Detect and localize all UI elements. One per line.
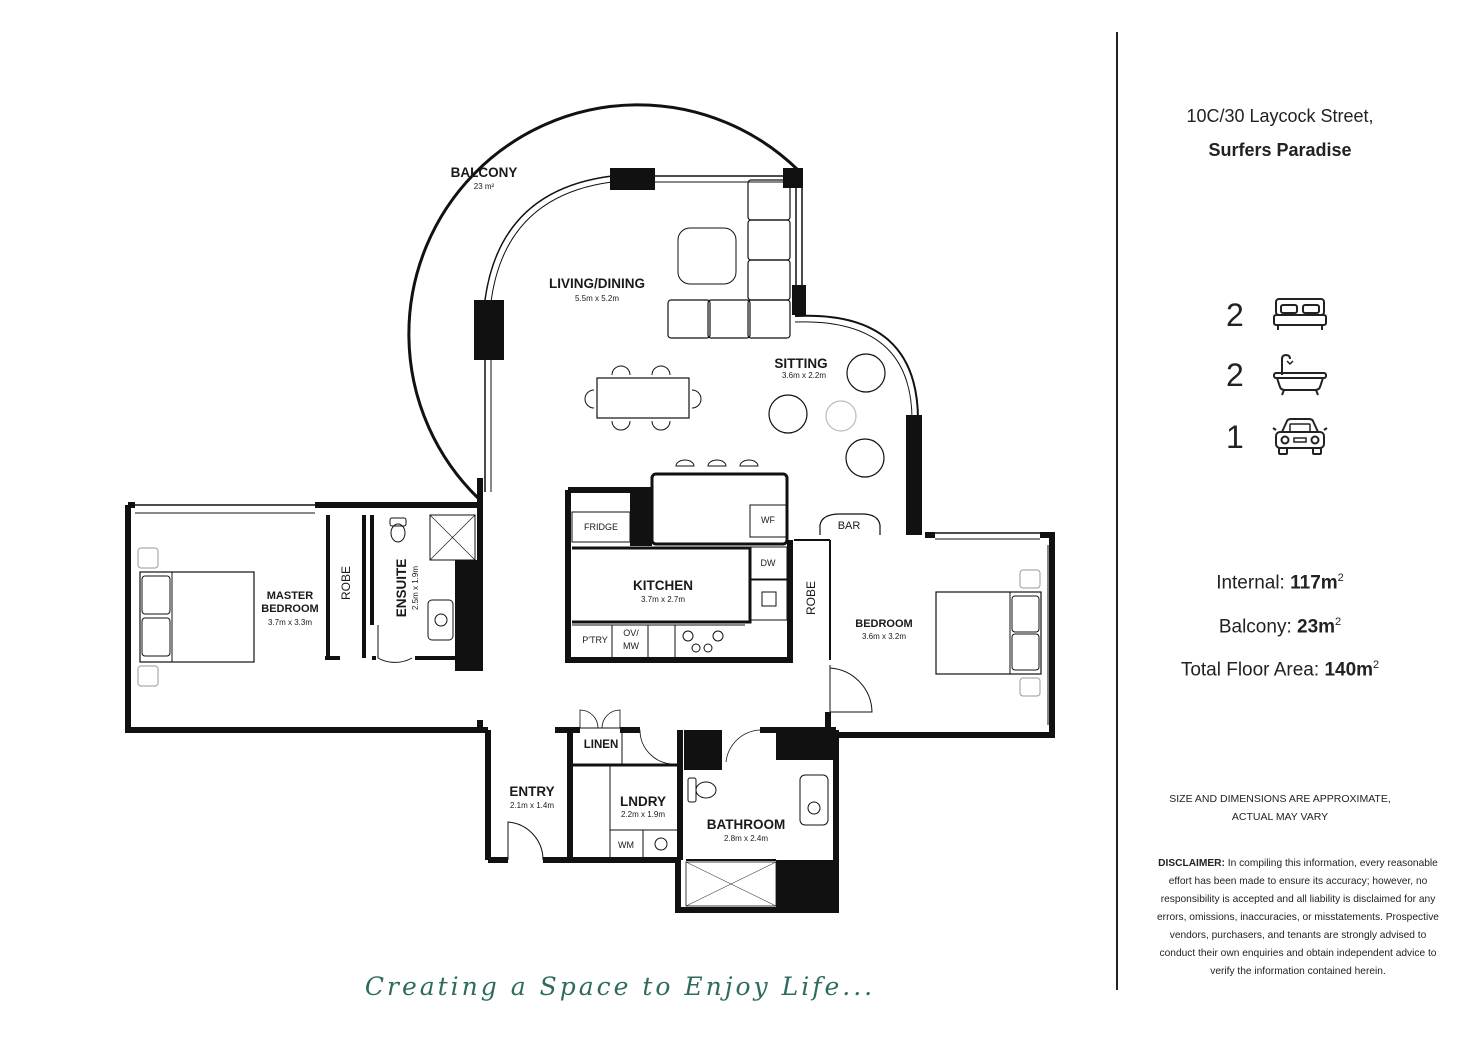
disclaimer-text: In compiling this information, every reasonable effort has been made to ensure its accuracy; however, no responsibility is accepted and all liability is disclaimed for any errors, omissions, inaccuracies, or misstatements. Prospective vendors, purchasers, and tenants are strongly advised to conduct their own enquiries and obtain independent advice to verify the information contained herein. xyxy=(1157,858,1439,977)
bedroom-count: 2 xyxy=(1226,296,1244,333)
room-dim-entry: 2.1m x 1.4m xyxy=(509,801,555,810)
structural-column xyxy=(474,300,504,360)
room-dim-bathroom: 2.8m x 2.4m xyxy=(723,834,769,843)
entry-door xyxy=(508,822,543,860)
bar-label: BAR xyxy=(837,520,861,532)
cooktop-icon xyxy=(683,631,723,652)
car-icon xyxy=(1272,416,1328,458)
room-label-kitchen: KITCHEN xyxy=(633,578,693,593)
room-dim-living: 5.5m x 5.2m xyxy=(574,294,620,303)
address-line-1: 10C/30 Laycock Street, xyxy=(1186,106,1374,126)
size-note: SIZE AND DIMENSIONS ARE APPROXIMATE, ACTUAL MAY VARY xyxy=(1169,793,1391,823)
total-area-label: Total Floor Area: xyxy=(1180,659,1320,681)
ovmw-label-1: OV/ xyxy=(623,628,639,638)
room-label-master-1: MASTER xyxy=(266,590,314,602)
internal-area: Internal: $117m^2$ xyxy=(1216,572,1344,594)
internal-area-label: Internal: xyxy=(1216,572,1285,594)
sink-icon xyxy=(762,592,776,606)
robe-label-bedroom: ROBE xyxy=(804,580,818,616)
fridge-label: FRIDGE xyxy=(583,522,619,532)
toilet-icon xyxy=(696,782,716,798)
bedroom-bed xyxy=(936,592,1041,674)
ensuite-door xyxy=(378,625,412,662)
parking-count: 1 xyxy=(1226,418,1244,455)
bed-icon xyxy=(1272,295,1328,335)
sofa xyxy=(668,180,790,338)
room-label-master-2: BEDROOM xyxy=(261,603,319,615)
internal-area-value: 117m xyxy=(1290,572,1338,594)
tagline: Creating a Space to Enjoy Life... xyxy=(364,972,876,1001)
room-label-ensuite: ENSUITE xyxy=(394,558,409,618)
room-label-balcony: BALCONY xyxy=(450,165,518,180)
room-label-living: LIVING/DINING xyxy=(548,276,646,291)
room-dim-balcony: 23 m² xyxy=(473,182,495,191)
laundry-tub-icon xyxy=(655,838,667,850)
toilet-icon xyxy=(391,524,405,542)
balcony-area-label: Balcony: xyxy=(1218,616,1292,638)
room-label-bedroom: BEDROOM xyxy=(855,618,913,630)
feature-bathrooms xyxy=(1226,355,1328,395)
room-dim-kitchen: 3.7m x 2.7m xyxy=(640,595,686,604)
feature-parking xyxy=(1226,417,1328,457)
wf-label: WF xyxy=(761,515,775,525)
laundry-door xyxy=(640,730,674,764)
robe-label-master: ROBE xyxy=(339,565,353,601)
bathroom-count: 2 xyxy=(1226,356,1244,393)
ovmw-label-2: MW xyxy=(623,641,639,651)
feature-bedrooms xyxy=(1226,295,1328,335)
room-label-bathroom: BATHROOM xyxy=(706,817,786,832)
room-dim-sitting: 3.6m x 2.2m xyxy=(781,371,827,380)
sitting-window xyxy=(795,316,918,530)
address-line-2: Surfers Paradise xyxy=(1208,140,1352,160)
coffee-table xyxy=(678,228,736,284)
dining-chairs xyxy=(585,366,701,430)
disclaimer xyxy=(1152,855,1444,981)
room-label-laundry: LNDRY xyxy=(620,794,666,809)
total-area-value: 140m xyxy=(1324,659,1374,681)
basin-icon xyxy=(435,614,447,626)
basin-icon xyxy=(808,802,820,814)
balcony-area: Balcony: $23m^2$ xyxy=(1218,616,1342,638)
master-bed xyxy=(140,572,254,662)
dining-table xyxy=(597,378,689,418)
room-dim-master: 3.7m x 3.3m xyxy=(267,618,313,627)
walls xyxy=(128,478,1052,910)
bath-icon xyxy=(1272,353,1328,397)
linen-label: LINEN xyxy=(583,739,619,751)
room-label-sitting: SITTING xyxy=(774,356,828,371)
living-window xyxy=(485,176,790,492)
structural-column xyxy=(610,168,655,190)
divider xyxy=(1116,32,1118,990)
balcony-area-value: 23m xyxy=(1297,616,1336,638)
bedroom-door xyxy=(830,665,872,712)
room-dim-laundry: 2.2m x 1.9m xyxy=(620,810,666,819)
room-dim-ensuite: 2.5m x 1.9m xyxy=(411,565,420,611)
kitchen-island xyxy=(652,474,787,544)
total-area: Total Floor Area: $140m^2$ xyxy=(1180,659,1380,681)
disclaimer-heading: DISCLAIMER: xyxy=(1158,858,1225,869)
pantry-label: P'TRY xyxy=(582,635,608,645)
room-label-entry: ENTRY xyxy=(509,784,555,799)
wm-label: WM xyxy=(618,840,634,850)
dw-label: DW xyxy=(760,558,776,568)
room-dim-bedroom: 3.6m x 3.2m xyxy=(861,632,907,641)
